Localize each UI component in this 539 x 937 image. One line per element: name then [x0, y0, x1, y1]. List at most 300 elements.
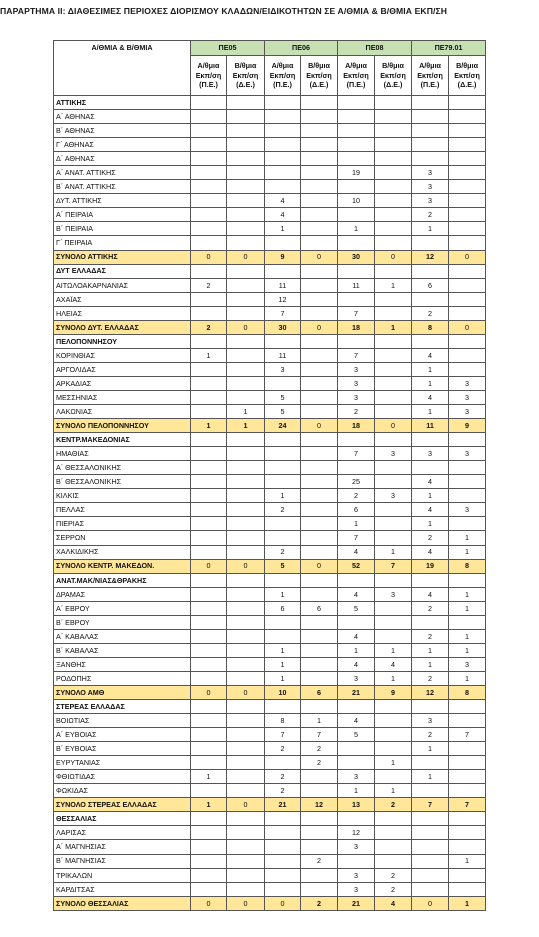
table-cell: [265, 531, 301, 545]
table-cell: 1: [375, 784, 412, 798]
district-name: ΦΩΚΙΔΑΣ: [54, 784, 191, 798]
table-cell: 6: [301, 601, 338, 615]
table-cell: [265, 517, 301, 531]
table-cell: [265, 475, 301, 489]
table-cell: [227, 728, 265, 742]
table-row: [54, 840, 486, 854]
table-cell: [265, 840, 301, 854]
table-cell: 1: [449, 854, 486, 868]
table-cell: [265, 756, 301, 770]
table-cell: 3: [375, 587, 412, 601]
total-label: ΣΥΝΟΛΟ ΘΕΣΣΑΛΙΑΣ: [54, 896, 191, 910]
table-cell: 1: [375, 756, 412, 770]
table-cell: [301, 362, 338, 376]
table-cell: 12: [265, 292, 301, 306]
header-subcolumn-line: (Δ.Ε.): [457, 80, 477, 90]
table-cell: 7: [301, 728, 338, 742]
table-cell: 6: [301, 685, 338, 699]
table-cell: 0: [449, 320, 486, 334]
header-subcolumn-line: Εκπ/ση: [195, 70, 222, 80]
header-primary-education: [265, 56, 301, 96]
table-cell: [191, 573, 227, 587]
table-cell: 0: [375, 250, 412, 264]
table-row: [54, 826, 486, 840]
table-cell: [449, 489, 486, 503]
table-cell: [375, 475, 412, 489]
total-label: ΣΥΝΟΛΟ ΑΤΤΙΚΗΣ: [54, 250, 191, 264]
table-cell: 3: [412, 714, 449, 728]
total-label: ΣΥΝΟΛΟ ΠΕΛΟΠΟΝΝΗΣΟΥ: [54, 419, 191, 433]
district-name: ΦΘΙΩΤΙΔΑΣ: [54, 770, 191, 784]
header-group-pe06: ΠΕ06: [265, 41, 338, 56]
table-cell: [375, 840, 412, 854]
table-cell: [265, 629, 301, 643]
table-cell: 0: [227, 798, 265, 812]
table-cell: 0: [449, 250, 486, 264]
table-cell: [301, 868, 338, 882]
table-cell: [265, 573, 301, 587]
header-subcolumn-line: Εκπ/ση: [380, 70, 406, 80]
table-cell: 10: [265, 685, 301, 699]
table-cell: 2: [301, 742, 338, 756]
table-cell: [301, 700, 338, 714]
table-cell: [265, 433, 301, 447]
table-row: [54, 236, 486, 250]
table-row: [54, 882, 486, 896]
table-row: [54, 657, 486, 671]
table-cell: [265, 124, 301, 138]
table-cell: 3: [449, 390, 486, 404]
table-cell: [227, 236, 265, 250]
header-subcolumn-line: Α/θμια: [197, 60, 220, 70]
table-cell: 7: [338, 306, 375, 320]
table-cell: [375, 854, 412, 868]
table-cell: 2: [375, 868, 412, 882]
table-cell: [375, 405, 412, 419]
table-cell: [191, 657, 227, 671]
table-cell: [449, 461, 486, 475]
table-cell: 8: [265, 714, 301, 728]
table-cell: 2: [375, 798, 412, 812]
table-cell: 1: [449, 601, 486, 615]
table-cell: [449, 362, 486, 376]
table-cell: 6: [338, 503, 375, 517]
table-cell: [449, 278, 486, 292]
table-header: [54, 41, 486, 96]
table-cell: [301, 194, 338, 208]
region-name: ΠΕΛΟΠΟΝΝΗΣΟΥ: [54, 334, 191, 348]
table-row: [54, 601, 486, 615]
table-cell: 1: [191, 419, 227, 433]
table-row: [54, 166, 486, 180]
table-cell: [449, 194, 486, 208]
table-cell: [191, 390, 227, 404]
table-row: [54, 278, 486, 292]
table-cell: [227, 264, 265, 278]
district-name: Β΄ ΜΑΓΝΗΣΙΑΣ: [54, 854, 191, 868]
table-cell: [412, 334, 449, 348]
table-cell: [265, 96, 301, 110]
district-name: ΤΡΙΚΑΛΩΝ: [54, 868, 191, 882]
table-cell: 1: [191, 348, 227, 362]
table-cell: [227, 124, 265, 138]
table-cell: [375, 503, 412, 517]
header-secondary-education: [449, 56, 486, 96]
table-cell: [375, 531, 412, 545]
table-cell: 2: [265, 742, 301, 756]
table-cell: [227, 531, 265, 545]
total-row: [54, 320, 486, 334]
table-cell: [449, 96, 486, 110]
table-cell: [301, 671, 338, 685]
table-cell: [338, 433, 375, 447]
table-cell: [301, 96, 338, 110]
table-cell: 7: [338, 531, 375, 545]
table-cell: 7: [449, 728, 486, 742]
table-cell: 3: [338, 868, 375, 882]
table-cell: [191, 110, 227, 124]
table-cell: [191, 531, 227, 545]
table-cell: 4: [412, 475, 449, 489]
header-secondary-education: [375, 56, 412, 96]
table-cell: 1: [412, 657, 449, 671]
table-cell: [191, 671, 227, 685]
table-cell: 1: [191, 770, 227, 784]
table-cell: [449, 166, 486, 180]
table-cell: [338, 180, 375, 194]
table-cell: [375, 728, 412, 742]
header-subcolumn-line: (Π.Ε.): [199, 80, 218, 90]
table-cell: 11: [338, 278, 375, 292]
table-cell: [301, 447, 338, 461]
table-cell: 4: [412, 503, 449, 517]
table-row: [54, 489, 486, 503]
table-cell: [338, 138, 375, 152]
table-cell: [301, 531, 338, 545]
table-cell: [412, 292, 449, 306]
table-cell: [449, 784, 486, 798]
table-cell: [338, 236, 375, 250]
table-cell: [227, 222, 265, 236]
district-name: ΠΕΛΛΑΣ: [54, 503, 191, 517]
table-cell: [412, 236, 449, 250]
table-cell: [227, 489, 265, 503]
table-row: [54, 756, 486, 770]
header-subcolumn-line: (Π.Ε.): [420, 80, 440, 90]
table-cell: [265, 812, 301, 826]
table-cell: 1: [265, 489, 301, 503]
table-cell: 12: [338, 826, 375, 840]
table-cell: 4: [375, 896, 412, 910]
district-name: ΗΜΑΘΙΑΣ: [54, 447, 191, 461]
table-cell: [265, 826, 301, 840]
table-cell: [227, 517, 265, 531]
table-cell: [265, 110, 301, 124]
table-cell: [412, 840, 449, 854]
table-cell: [191, 166, 227, 180]
table-cell: [338, 756, 375, 770]
table-row: [54, 306, 486, 320]
table-cell: 3: [338, 362, 375, 376]
table-cell: 2: [375, 882, 412, 896]
table-cell: [227, 770, 265, 784]
table-row: [54, 770, 486, 784]
header-subcolumn-line: Β/θμια: [456, 60, 478, 70]
table-row: [54, 348, 486, 362]
table-cell: 1: [412, 770, 449, 784]
table-cell: [375, 812, 412, 826]
table-cell: 4: [338, 545, 375, 559]
table-cell: 2: [412, 671, 449, 685]
table-cell: [412, 124, 449, 138]
table-cell: [191, 152, 227, 166]
table-cell: 2: [338, 489, 375, 503]
table-cell: [412, 868, 449, 882]
table-cell: [301, 826, 338, 840]
table-row: [54, 615, 486, 629]
table-cell: [301, 138, 338, 152]
district-name: ΑΧΑΪΑΣ: [54, 292, 191, 306]
district-name: Α΄ ΑΘΗΝΑΣ: [54, 110, 191, 124]
table-cell: 10: [338, 194, 375, 208]
table-cell: [191, 601, 227, 615]
table-cell: [338, 615, 375, 629]
table-cell: [301, 882, 338, 896]
total-label: ΣΥΝΟΛΟ ΚΕΝΤΡ. ΜΑΚΕΔΟΝ.: [54, 559, 191, 573]
table-cell: 1: [449, 531, 486, 545]
table-cell: [191, 489, 227, 503]
district-name: ΛΑΚΩΝΙΑΣ: [54, 405, 191, 419]
table-row: [54, 390, 486, 404]
table-cell: [265, 152, 301, 166]
table-cell: [227, 643, 265, 657]
table-cell: 0: [191, 685, 227, 699]
table-cell: [375, 264, 412, 278]
header-group-pe79: ΠΕ79.01: [412, 41, 486, 56]
district-name: Α΄ ΜΑΓΝΗΣΙΑΣ: [54, 840, 191, 854]
table-cell: [449, 433, 486, 447]
table-row: [54, 222, 486, 236]
table-cell: [449, 222, 486, 236]
table-cell: 1: [375, 278, 412, 292]
table-cell: 21: [338, 685, 375, 699]
table-cell: 4: [338, 629, 375, 643]
table-cell: 5: [265, 405, 301, 419]
table-row: [54, 362, 486, 376]
table-cell: [191, 334, 227, 348]
table-cell: [375, 362, 412, 376]
table-cell: 0: [191, 250, 227, 264]
table-cell: 1: [412, 362, 449, 376]
table-cell: 3: [338, 376, 375, 390]
table-cell: [265, 334, 301, 348]
table-cell: 1: [227, 405, 265, 419]
table-cell: [375, 517, 412, 531]
table-cell: [412, 573, 449, 587]
table-row: [54, 868, 486, 882]
district-name: ΗΛΕΙΑΣ: [54, 306, 191, 320]
table-cell: [449, 714, 486, 728]
table-cell: [449, 208, 486, 222]
table-cell: 1: [227, 419, 265, 433]
table-cell: [412, 882, 449, 896]
table-cell: 0: [301, 419, 338, 433]
table-cell: [301, 348, 338, 362]
table-cell: [191, 433, 227, 447]
region-header-row: [54, 573, 486, 587]
table-cell: 5: [265, 559, 301, 573]
table-cell: [338, 461, 375, 475]
table-row: [54, 475, 486, 489]
table-cell: 21: [338, 896, 375, 910]
table-cell: 3: [449, 657, 486, 671]
table-cell: [449, 517, 486, 531]
table-cell: [412, 138, 449, 152]
table-cell: [338, 812, 375, 826]
table-cell: [301, 236, 338, 250]
table-cell: [301, 840, 338, 854]
header-secondary-education: [301, 56, 338, 96]
table-cell: [338, 124, 375, 138]
table-cell: 2: [191, 320, 227, 334]
table-cell: [375, 138, 412, 152]
table-cell: 2: [412, 306, 449, 320]
district-name: Γ΄ ΑΘΗΝΑΣ: [54, 138, 191, 152]
table-cell: [265, 700, 301, 714]
table-cell: 1: [375, 320, 412, 334]
region-header-row: [54, 700, 486, 714]
table-cell: 2: [338, 405, 375, 419]
table-cell: 24: [265, 419, 301, 433]
table-cell: 0: [191, 896, 227, 910]
table-cell: 25: [338, 475, 375, 489]
table-cell: [301, 503, 338, 517]
allocation-table: [53, 40, 486, 911]
table-cell: 2: [412, 531, 449, 545]
table-cell: 7: [449, 798, 486, 812]
page-title: ΠΑΡΑΡΤΗΜΑ ΙΙ: ΔΙΑΘΕΣΙΜΕΣ ΠΕΡΙΟΧΕΣ ΔΙΟΡΙΣΜΟΥ ΚΛΑΔΩΝ/ΕΙΔΙΚΟΤΗΤΩΝ ΣΕ Α/ΘΜΙΑ & Β/ΘΜΙΑ ΕΚΠ/ΣΗ: [0, 6, 448, 16]
table-cell: 1: [265, 657, 301, 671]
table-cell: [191, 517, 227, 531]
table-cell: 1: [449, 545, 486, 559]
table-cell: [449, 306, 486, 320]
table-cell: [375, 292, 412, 306]
table-cell: [375, 334, 412, 348]
district-name: ΔΥΤ. ΑΤΤΙΚΗΣ: [54, 194, 191, 208]
district-name: Β΄ ΕΒΡΟΥ: [54, 615, 191, 629]
table-cell: [227, 854, 265, 868]
table-cell: 1: [338, 517, 375, 531]
district-name: Β΄ ΕΥΒΟΙΑΣ: [54, 742, 191, 756]
table-cell: [191, 756, 227, 770]
table-cell: 3: [265, 362, 301, 376]
table-cell: [191, 124, 227, 138]
table-cell: [227, 96, 265, 110]
table-cell: [375, 770, 412, 784]
table-cell: [191, 475, 227, 489]
table-cell: [191, 545, 227, 559]
table-row: [54, 545, 486, 559]
table-cell: [191, 812, 227, 826]
table-cell: [227, 812, 265, 826]
table-cell: 19: [338, 166, 375, 180]
district-name: ΕΥΡΥΤΑΝΙΑΣ: [54, 756, 191, 770]
table-cell: 0: [227, 685, 265, 699]
table-cell: [227, 714, 265, 728]
table-cell: [227, 461, 265, 475]
table-cell: 0: [227, 559, 265, 573]
district-name: ΚΟΡΙΝΘΙΑΣ: [54, 348, 191, 362]
district-name: Γ΄ ΠΕΙΡΑΙΑ: [54, 236, 191, 250]
table-cell: [265, 264, 301, 278]
total-row: [54, 896, 486, 910]
table-cell: [301, 615, 338, 629]
table-cell: [375, 376, 412, 390]
table-cell: 4: [412, 348, 449, 362]
table-cell: [375, 700, 412, 714]
table-cell: [338, 700, 375, 714]
table-cell: [191, 306, 227, 320]
table-cell: [227, 840, 265, 854]
table-cell: [227, 194, 265, 208]
table-cell: [227, 742, 265, 756]
table-cell: 5: [338, 601, 375, 615]
table-cell: [191, 264, 227, 278]
region-name: ΑΝΑΤ.ΜΑΚ/ΝΙΑΣ&ΘΡΑΚΗΣ: [54, 573, 191, 587]
header-subcolumn-line: Β/θμια: [308, 60, 330, 70]
table-cell: [191, 868, 227, 882]
table-cell: [191, 742, 227, 756]
table-cell: [449, 882, 486, 896]
table-cell: 1: [412, 222, 449, 236]
table-row: [54, 587, 486, 601]
table-cell: 1: [338, 222, 375, 236]
table-cell: 11: [412, 419, 449, 433]
table-row: [54, 517, 486, 531]
table-cell: [449, 292, 486, 306]
table-cell: 0: [227, 250, 265, 264]
table-cell: 4: [412, 545, 449, 559]
table-cell: [301, 587, 338, 601]
table-cell: 1: [265, 222, 301, 236]
table-cell: [227, 376, 265, 390]
table-row: [54, 784, 486, 798]
table-cell: 4: [338, 587, 375, 601]
header-subcolumn-line: (Δ.Ε.): [236, 80, 255, 90]
table-cell: 3: [412, 166, 449, 180]
table-cell: 9: [265, 250, 301, 264]
table-cell: [301, 784, 338, 798]
header-primary-education: [412, 56, 449, 96]
table-cell: 2: [265, 503, 301, 517]
header-corner: Α/ΘΜΙΑ & Β/ΘΜΙΑ: [54, 41, 191, 96]
table-cell: [449, 573, 486, 587]
table-cell: [301, 433, 338, 447]
table-cell: [227, 110, 265, 124]
table-cell: 2: [301, 896, 338, 910]
table-cell: [301, 629, 338, 643]
table-cell: [412, 700, 449, 714]
district-name: ΣΕΡΡΩΝ: [54, 531, 191, 545]
table-cell: [191, 629, 227, 643]
table-cell: 3: [412, 194, 449, 208]
table-cell: [375, 629, 412, 643]
table-cell: [412, 152, 449, 166]
table-row: [54, 742, 486, 756]
table-cell: 1: [449, 587, 486, 601]
table-cell: [191, 840, 227, 854]
district-name: ΠΙΕΡΙΑΣ: [54, 517, 191, 531]
